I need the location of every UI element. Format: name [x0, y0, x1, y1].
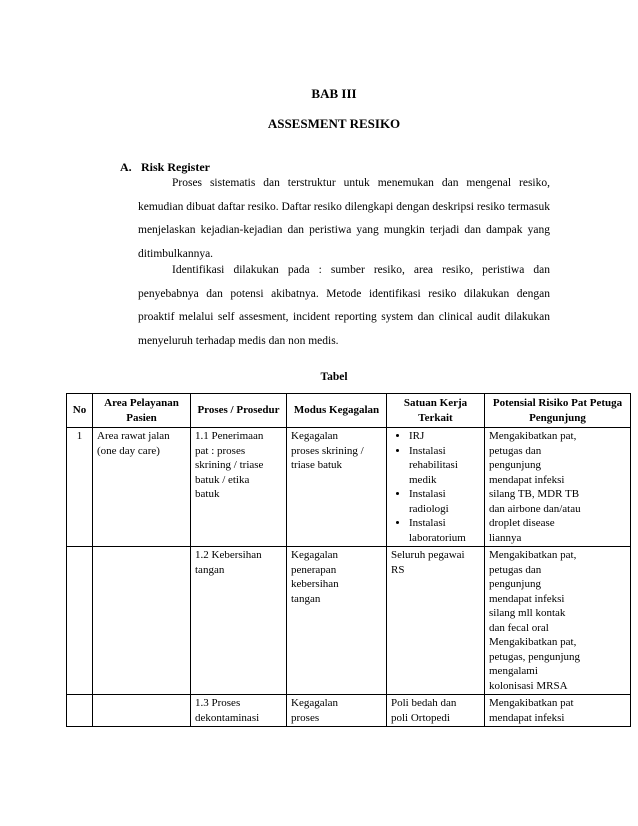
cell-satuan: Poli bedah dan poli Ortopedi — [387, 695, 485, 727]
list-item: • IRJ — [409, 429, 480, 444]
cell-risiko: Mengakibatkan pat, petugas dan pengunjung mendapat infeksi silang TB, MDR TB dan airbone dan/atau droplet disease liannya — [485, 428, 631, 547]
page-title: ASSESMENT RESIKO — [267, 116, 401, 131]
cell-risiko: Mengakibatkan pat, petugas dan pengunjung mendapat infeksi silang mll kontak dan fecal oral Mengakibatkan pat, petugas, pengunjung mengalami kolonisasi MRSA — [485, 547, 631, 695]
header-satuan: Satuan Kerja Terkait — [387, 394, 485, 428]
chapter-heading: BAB III — [311, 86, 357, 101]
cell-satuan — [387, 428, 485, 547]
cell-no: 1 — [67, 428, 93, 547]
paragraph-2-text: Identifikasi dilakukan pada : sumber resiko, area resiko, peristiwa dan penyebabnya dan potensi akibatnya. Metode identifikasi resiko dilakukan dengan proaktif melalui self assesment, incident reporting system dan clinical audit dilakukan menyeluruh terhadap medis dan non medis. — [138, 264, 550, 347]
cell-no — [67, 547, 93, 695]
table-row — [67, 428, 631, 547]
table-row — [67, 695, 631, 727]
list-item: • Instalasi rehabilitasi medik — [409, 444, 480, 488]
cell-area — [93, 547, 191, 695]
section-title: Risk Register — [141, 160, 210, 174]
cell-modus: Kegagalan penerapan kebersihan tangan — [287, 547, 387, 695]
cell-proses: 1.1 Penerimaan pat : proses skrining / triase batuk / etika batuk — [191, 428, 287, 547]
cell-risiko: Mengakibatkan pat mendapat infeksi — [485, 695, 631, 727]
list-item: • Instalasi radiologi — [409, 487, 480, 516]
header-modus: Modus Kegagalan — [287, 394, 387, 428]
cell-proses: 1.2 Kebersihan tangan — [191, 547, 287, 695]
header-no: No — [67, 394, 93, 428]
header-area: Area Pelayanan Pasien — [93, 394, 191, 428]
cell-modus: Kegagalan proses — [287, 695, 387, 727]
table-header-row — [67, 394, 631, 428]
cell-area — [93, 695, 191, 727]
paragraph-1-text: Proses sistematis dan terstruktur untuk menemukan dan mengenal resiko, kemudian dibuat daftar resiko. Daftar resiko dilengkapi dengan deskripsi resiko termasuk menjelaskan kejadian-kejadian dan peristiwa yang mungkin terjadi dan dampak yang ditimbulkannya. — [138, 177, 550, 260]
paragraph-1 — [138, 172, 550, 266]
header-risiko: Potensial Risiko Pat Petuga Pengunjung — [485, 394, 631, 428]
risk-register-table — [66, 393, 631, 727]
header-proses: Proses / Prosedur — [191, 394, 287, 428]
cell-no — [67, 695, 93, 727]
section-number: A. — [120, 160, 132, 174]
satuan-list — [391, 429, 480, 545]
table-row — [67, 547, 631, 695]
cell-proses: 1.3 Proses dekontaminasi — [191, 695, 287, 727]
cell-modus: Kegagalan proses skrining / triase batuk — [287, 428, 387, 547]
paragraph-2 — [138, 259, 550, 353]
list-item: • Instalasi laboratorium — [409, 516, 480, 545]
cell-satuan: Seluruh pegawai RS — [387, 547, 485, 695]
cell-area: Area rawat jalan (one day care) — [93, 428, 191, 547]
table-caption: Tabel — [320, 371, 348, 383]
